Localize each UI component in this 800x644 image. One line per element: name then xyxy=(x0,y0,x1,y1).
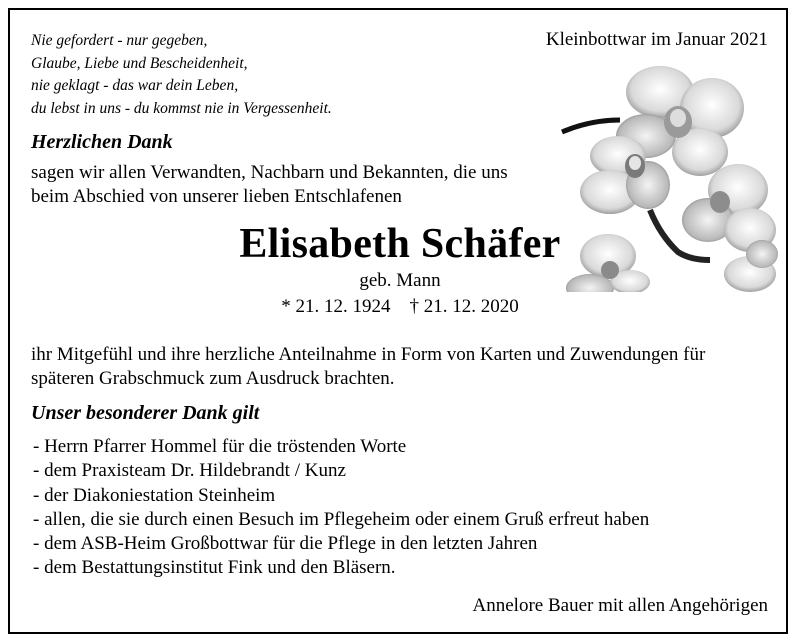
list-item: - Herrn Pfarrer Hommel für die tröstenden Worte xyxy=(33,436,407,457)
obituary-card xyxy=(8,8,788,634)
condolence-text xyxy=(31,343,705,390)
poem-line: Nie gefordert - nur gegeben, xyxy=(31,32,208,49)
list-item: - der Diakoniestation Steinheim xyxy=(33,484,276,506)
poem-line: nie geklagt - das war dein Leben, xyxy=(31,77,239,94)
deceased-name: Elisabeth Schäfer xyxy=(239,221,561,267)
maiden-name: geb. Mann xyxy=(359,270,441,291)
place-date: Kleinbottwar im Januar 2021 xyxy=(545,29,768,50)
signature: Annelore Bauer mit allen Angehörigen xyxy=(472,595,768,616)
intro-line: beim Abschied von unserer lieben Entschlafenen xyxy=(31,185,402,207)
thanks-heading: Herzlichen Dank xyxy=(31,131,173,153)
special-thanks-list xyxy=(33,435,649,581)
intro-text xyxy=(31,161,508,208)
condolence-line: ihr Mitgefühl und ihre herzliche Anteilnahme in Form von Karten und Zuwendungen für xyxy=(31,344,706,365)
special-thanks-heading: Unser besonderer Dank gilt xyxy=(31,402,260,424)
condolence-line: späteren Grabschmuck zum Ausdruck brachten. xyxy=(31,367,395,389)
intro-line: sagen wir allen Verwandten, Nachbarn und Bekannten, die uns xyxy=(31,162,508,183)
list-item: - dem ASB-Heim Großbottwar für die Pflege in den letzten Jahren xyxy=(33,533,538,555)
life-dates: * 21. 12. 1924 † 21. 12. 2020 xyxy=(281,296,519,317)
poem-line: Glaube, Liebe und Bescheidenheit, xyxy=(31,54,248,72)
list-item: - dem Bestattungsinstitut Fink und den Bläsern. xyxy=(33,557,396,579)
poem xyxy=(31,30,332,120)
list-item: - allen, die sie durch einen Besuch im Pflegeheim oder einem Gruß erfreut haben xyxy=(33,508,650,530)
poem-line: du lebst in uns - du kommst nie in Vergessenheit. xyxy=(31,99,332,117)
list-item: - dem Praxisteam Dr. Hildebrandt / Kunz xyxy=(33,460,346,482)
